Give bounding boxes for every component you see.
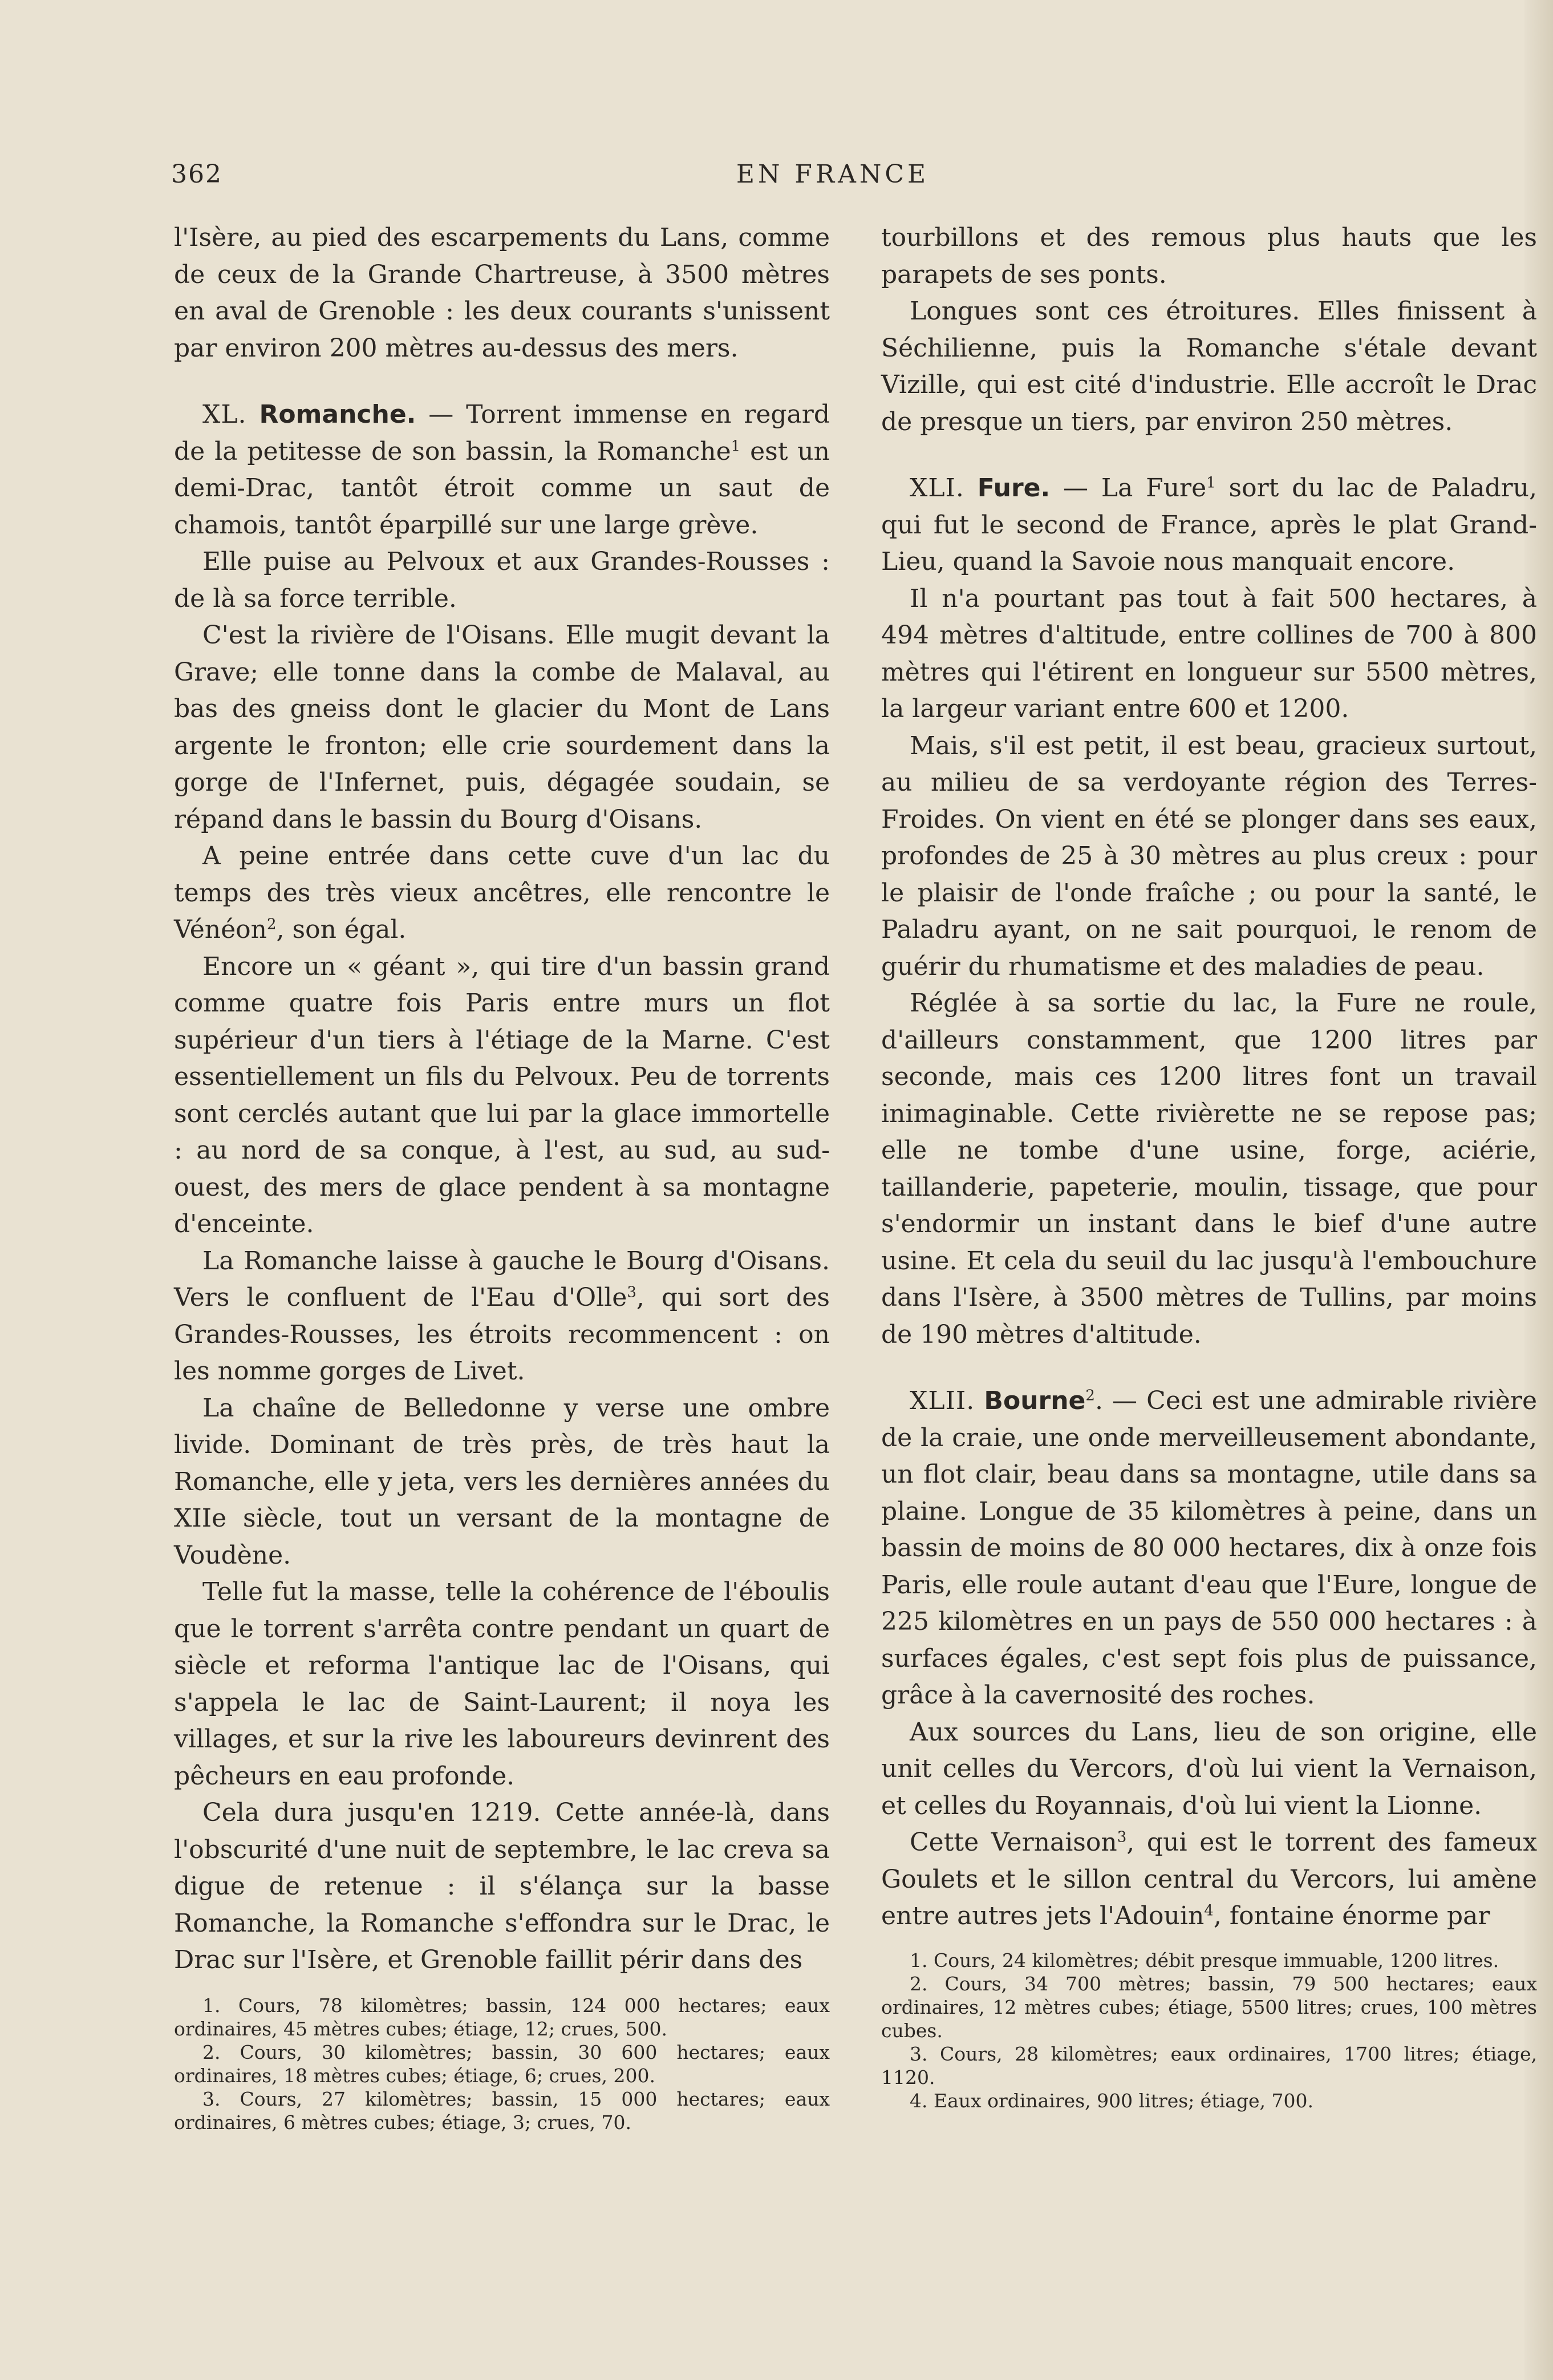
footnote: 2. Cours, 34 700 mètres; bassin, 79 500 hectares; eaux ordinaires, 12 mètres cubes; étiage, 5500 litres; crues, 100 mètres cubes. (881, 1972, 1537, 2042)
section-text: — La Fure (1050, 473, 1207, 503)
footnote-ref: 3 (1117, 1828, 1127, 1846)
footnote: 2. Cours, 30 kilomètres; bassin, 30 600 hectares; eaux ordinaires, 18 mètres cubes; étiage, 6; crues, 200. (174, 2041, 830, 2087)
paragraph: Réglée à sa sortie du lac, la Fure ne roule, d'ailleurs constamment, que 1200 litres par seconde, mais ces 1200 litres font un travail inimaginable. Cette rivièrette ne se repose pas; elle ne tombe d'une usine, forge, aciérie, taillanderie, papeterie, moulin, tissage, que pour s'endormir un instant dans le bief d'une autre usine. Et cela du seuil du lac jusqu'à l'embouchure dans l'Isère, à 3500 mètres de Tullins, par moins de 190 mètres d'altitude. (881, 989, 1537, 1349)
paragraph: Longues sont ces étroitures. Elles finissent à Séchilienne, puis la Romanche s'étale devant Vizille, qui est cité d'industrie. Elle accroît le Drac de presque un tiers, par environ 250 mètres. (881, 297, 1537, 436)
footnotes (881, 1949, 1537, 2112)
section-xl-romanche (174, 396, 830, 544)
paragraph: l'Isère, au pied des escarpements du Lans, comme de ceux de la Grande Chartreuse, à 3500 mètres en aval de Grenoble : les deux courants s'unissent par environ 200 mètres au-dessus des mers. (174, 223, 830, 363)
paragraph: Mais, s'il est petit, il est beau, gracieux surtout, au milieu de sa verdoyante région des Terres-Froides. On vient en été se plonger dans ses eaux, profondes de 25 à 30 mètres au plus creux : pour le plaisir de l'onde fraîche ; ou pour la santé, le Paladru ayant, on ne sait pourquoi, le renom de guérir du rhumatisme et des maladies de peau. (881, 731, 1537, 981)
paragraph-text: , son égal. (276, 915, 407, 944)
paragraph-text: , qui est le torrent des fameux Goulets et le sillon central du Vercors, lui amène entre autres jets l'Adouin (881, 1828, 1538, 1930)
left-column (174, 220, 830, 2134)
paragraph: Cela dura jusqu'en 1219. Cette année-là, dans l'obscurité d'une nuit de septembre, le lac creva sa digue de retenue : il s'élança sur la basse Romanche, la Romanche s'effondra sur le Drac, le Drac sur l'Isère, et Grenoble faillit périr dans des (174, 1798, 830, 1974)
paragraph: Elle puise au Pelvoux et aux Grandes-Rousses : de là sa force terrible. (174, 547, 830, 613)
right-column (881, 220, 1537, 2112)
page-header (171, 160, 1494, 200)
paragraph: Encore un « géant », qui tire d'un bassin grand comme quatre fois Paris entre murs un flot supérieur d'un tiers à l'étiage de la Marne. C'est essentiellement un fils du Pelvoux. Peu de torrents sont cerclés autant que lui par la glace immortelle : au nord de sa conque, à l'est, au sud, au sud-ouest, des mers de glace pendent à sa montagne d'enceinte. (174, 952, 830, 1238)
section-xli-fure (881, 470, 1537, 581)
footnote-ref: 3 (627, 1284, 636, 1301)
paragraph: tourbillons et des remous plus hauts que les parapets de ses ponts. (881, 223, 1537, 289)
section-number: XL. (202, 400, 247, 429)
paragraph: Telle fut la masse, telle la cohérence de l'éboulis que le torrent s'arrêta contre pendant un quart de siècle et reforma l'antique lac de l'Oisans, qui s'appela le lac de Saint-Laurent; il noya les villages, et sur la rive les laboureurs devinrent des pêcheurs en eau profonde. (174, 1577, 830, 1791)
footnote-ref: 1 (731, 437, 741, 455)
paragraph-text: , qui sort des Grandes-Rousses, les étroits recommencent : on les nomme gorges de Livet. (174, 1283, 830, 1386)
section-text: sort du lac de Paladru, qui fut le second de France, après le plat Grand-Lieu, quand la Savoie nous manquait encore. (881, 473, 1537, 576)
footnote: 1. Cours, 78 kilomètres; bassin, 124 000 hectares; eaux ordinaires, 45 mètres cubes; étiage, 12; crues, 500. (174, 1994, 830, 2040)
section-text: . — Ceci est une admirable rivière de la craie, une onde merveilleusement abondante, un flot clair, beau dans sa montagne, utile dans sa plaine. Longue de 35 kilomètres à peine, dans un bassin de moins de 80 000 hectares, dix à onze fois Paris, elle roule autant d'eau que l'Eure, longue de 225 kilomètres en un pays de 550 000 hectares : à surfaces égales, c'est sept fois plus de puissance, grâce à la cavernosité des roches. (881, 1386, 1537, 1710)
paragraph (174, 1243, 830, 1390)
footnote: 3. Cours, 27 kilomètres; bassin, 15 000 hectares; eaux ordinaires, 6 mètres cubes; étiage, 3; crues, 70. (174, 2087, 830, 2134)
section-text: — Torrent immense en regard de la petitesse de son bassin, la Romanche (174, 400, 830, 466)
footnote-ref: 2 (1085, 1387, 1095, 1404)
section-title: Fure. (977, 473, 1051, 503)
footnote: 1. Cours, 24 kilomètres; débit presque immuable, 1200 litres. (910, 1949, 1499, 1972)
footnote-ref: 2 (266, 916, 277, 933)
running-title: EN FRANCE (736, 160, 930, 189)
section-text: est un demi-Drac, tantôt étroit comme un saut de chamois, tantôt éparpillé sur une large grève. (174, 436, 830, 540)
paragraph-text: La Romanche laisse à gauche le Bourg d'Oisans. Vers le confluent de l'Eau d'Olle (174, 1246, 830, 1312)
paragraph: La chaîne de Belledonne y verse une ombre livide. Dominant de très près, de très haut la Romanche, elle y jeta, vers les dernières années du XIIe siècle, tout un versant de la montagne de Voudène. (174, 1393, 830, 1570)
paragraph: C'est la rivière de l'Oisans. Elle mugit devant la Grave; elle tonne dans la combe de Malaval, au bas des gneiss dont le glacier du Mont de Lans argente le fronton; elle crie sourdement dans la gorge de l'Infernet, puis, dégagée soudain, se répand dans le bassin du Bourg d'Oisans. (174, 621, 830, 834)
page-number: 362 (171, 160, 222, 189)
paragraph: Il n'a pourtant pas tout à fait 500 hectares, à 494 mètres d'altitude, entre collines de 700 à 800 mètres qui l'étirent en longueur sur 5500 mètres, la largeur variant entre 600 et 1200. (881, 584, 1537, 723)
section-number: XLI. (910, 473, 964, 503)
paragraph (174, 838, 830, 949)
section-title: Romanche. (259, 400, 416, 429)
paragraph-text: , fontaine énorme par (1213, 1901, 1490, 1930)
section-number: XLII. (910, 1386, 975, 1415)
paragraph (881, 1824, 1537, 1935)
footnote: 4. Eaux ordinaires, 900 litres; étiage, 700. (910, 2089, 1313, 2112)
footnote-ref: 1 (1206, 474, 1216, 492)
footnote: 3. Cours, 28 kilomètres; eaux ordinaires, 1700 litres; étiage, 1120. (881, 2042, 1537, 2088)
footnote-ref: 4 (1204, 1902, 1214, 1920)
section-title: Bourne (984, 1386, 1086, 1415)
paragraph-text: A peine entrée dans cette cuve d'un lac du temps des très vieux ancêtres, elle rencontre le Vénéon (174, 841, 830, 944)
section-xlii-bourne (881, 1383, 1537, 1714)
paragraph: Aux sources du Lans, lieu de son origine, elle unit celles du Vercors, d'où lui vient la Vernaison, et celles du Royannais, d'où lui vient la Lionne. (881, 1717, 1537, 1820)
footnotes (174, 1994, 830, 2134)
paragraph-text: Cette Vernaison (910, 1828, 1117, 1857)
